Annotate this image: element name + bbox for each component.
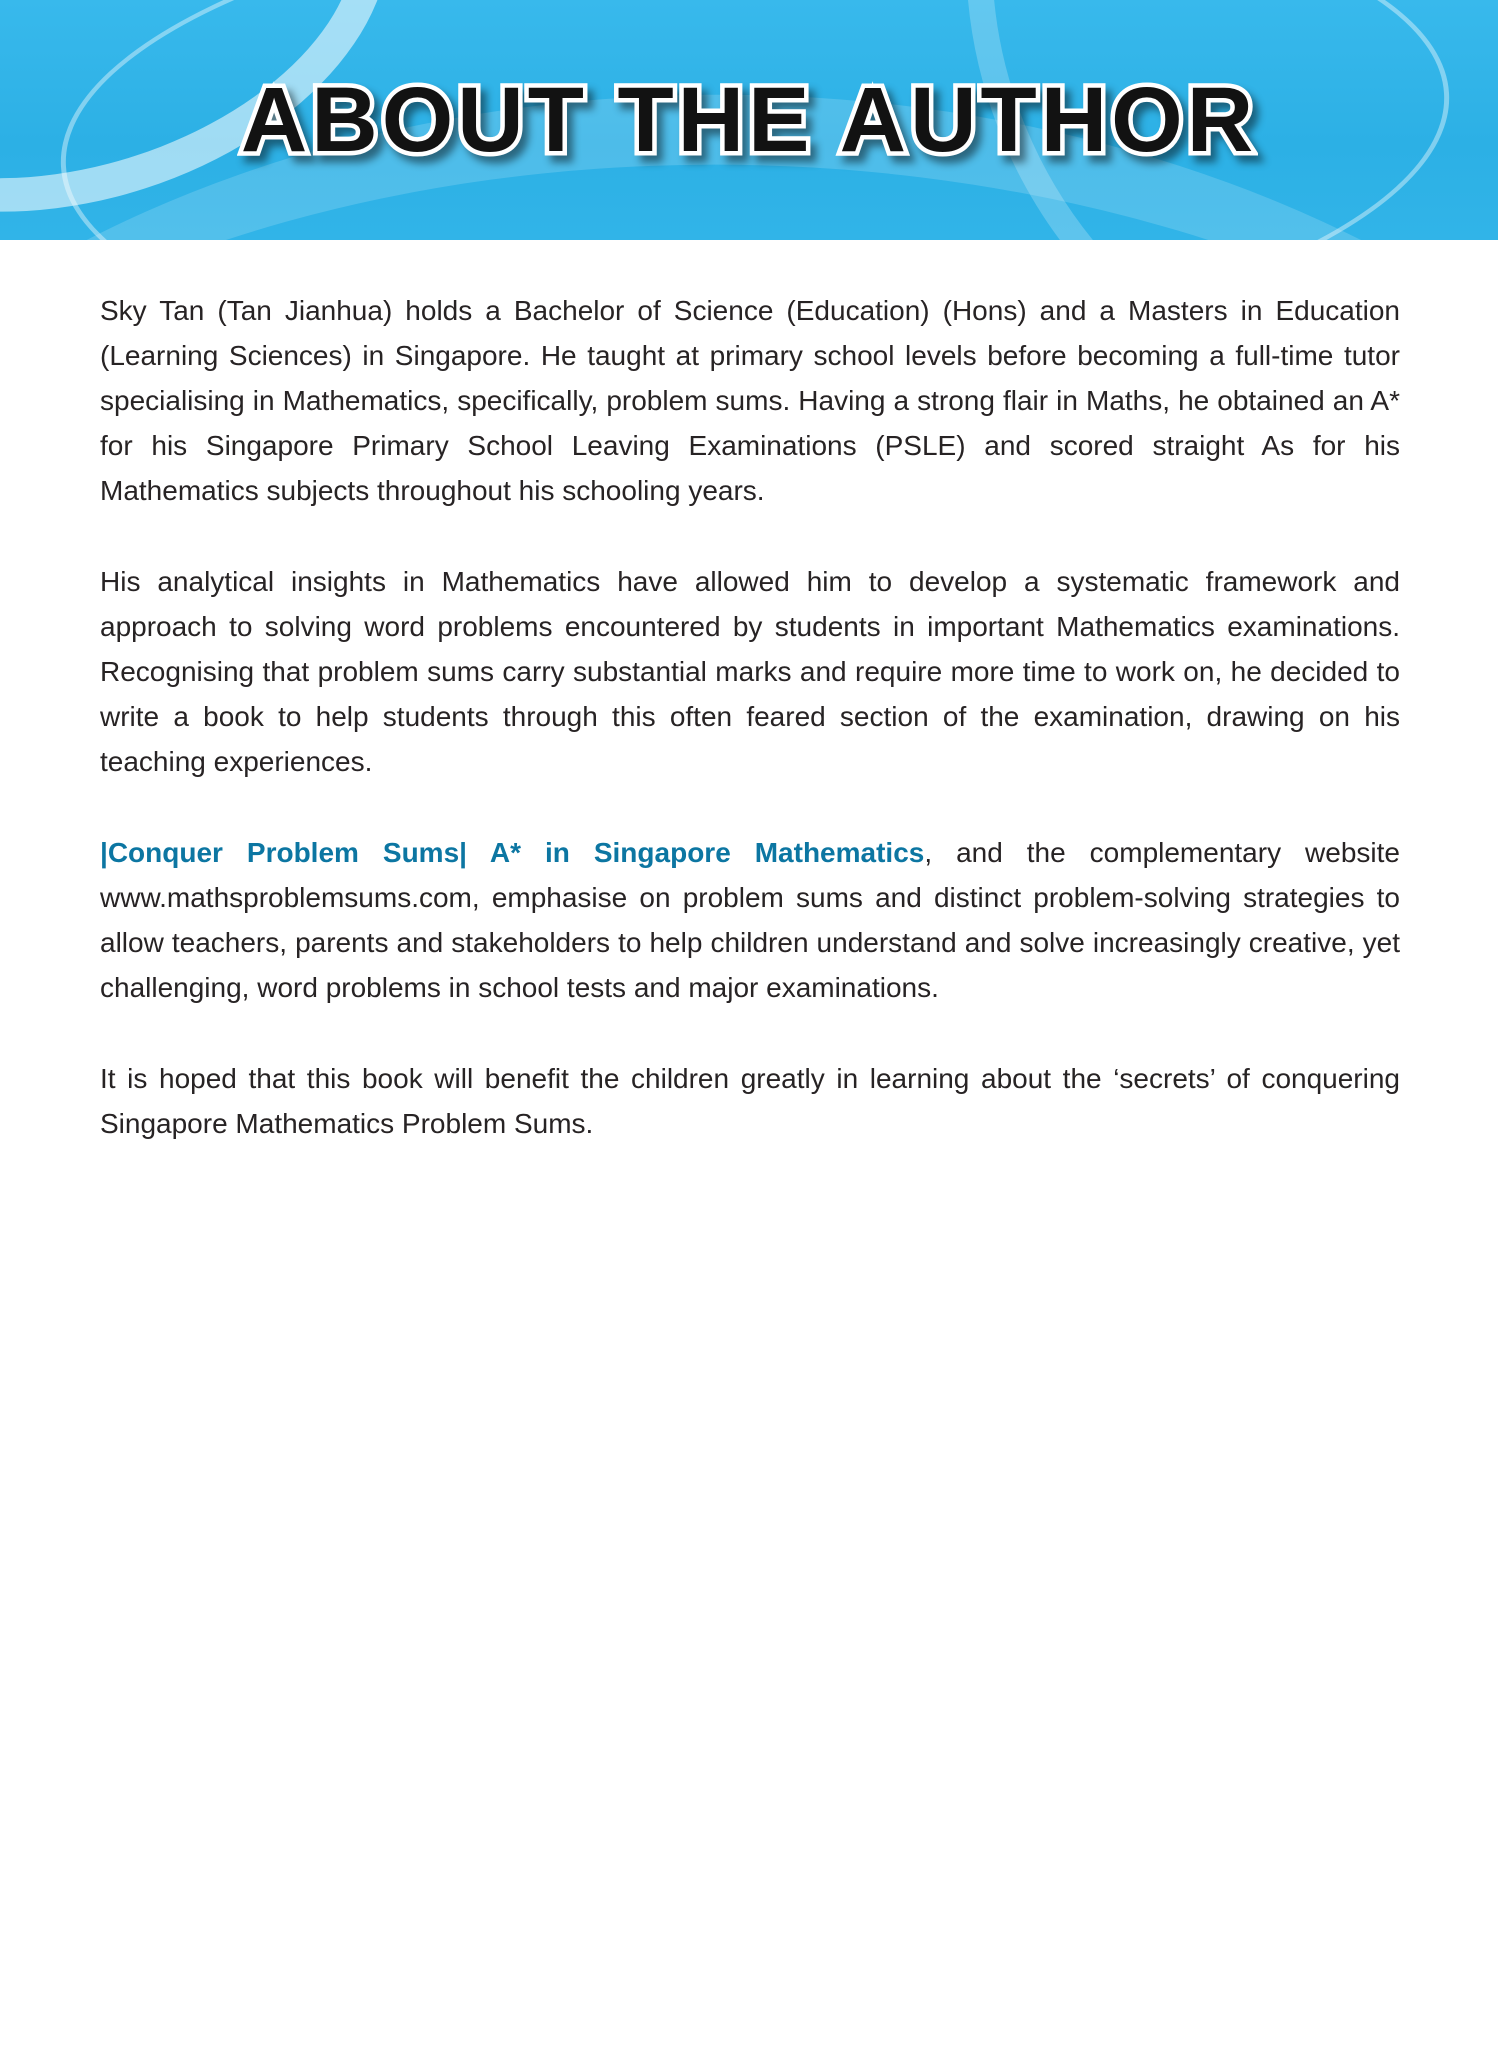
bio-paragraph-3: [100, 830, 1400, 1010]
page-title: ABOUT THE AUTHOR: [240, 68, 1258, 171]
bio-paragraph-1-text: Sky Tan (Tan Jianhua) holds a Bachelor of Science (Education) (Hons) and a Masters in Education (Learning Sciences) in Singapore. He taught at primary school levels before becoming a full-time tutor specialising in Mathematics, specifically, problem sums. Having a strong flair in Maths, he obtained an A* for his Singapore Primary School Leaving Examinations (PSLE) and scored straight As for his Mathematics subjects throughout his schooling years.: [100, 295, 1400, 506]
bio-paragraph-1: [100, 288, 1400, 513]
bio-paragraph-2: [100, 559, 1400, 784]
bio-paragraph-3-text: , and the complementary website www.mathsproblemsums.com, emphasise on problem sums and distinct problem-solving strategies to allow teachers, parents and stakeholders to help children understand and solve increasingly creative, yet challenging, word problems in school tests and major examinations.: [100, 837, 1400, 1003]
bio-paragraph-2-text: His analytical insights in Mathematics have allowed him to develop a systematic framework and approach to solving word problems encountered by students in important Mathematics examinations. Recognising that problem sums carry substantial marks and require more time to work on, he decided to write a book to help students through this often feared section of the examination, drawing on his teaching experiences.: [100, 566, 1400, 777]
author-bio-content: [100, 288, 1400, 1192]
page-header-band: [0, 0, 1498, 240]
bio-paragraph-4-text: It is hoped that this book will benefit the children greatly in learning about the ‘secrets’ of conquering Singapore Mathematics Problem Sums.: [100, 1063, 1400, 1139]
book-title-highlight: |Conquer Problem Sums| A* in Singapore Mathematics: [100, 837, 925, 868]
bio-paragraph-4: [100, 1056, 1400, 1146]
